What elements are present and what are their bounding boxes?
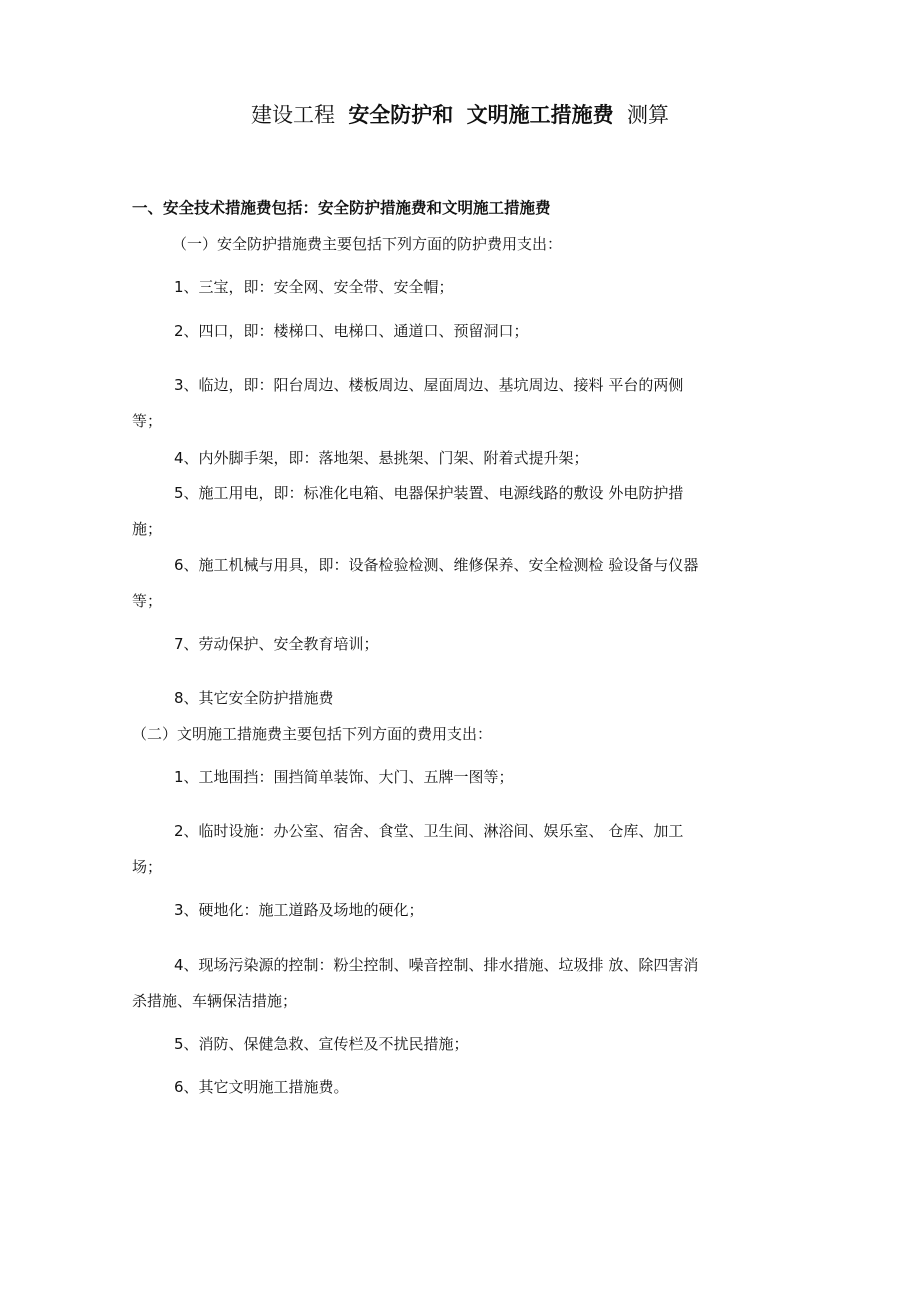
- title-part-4: 测算: [627, 103, 670, 127]
- title-part-3: 文明施工措施费: [466, 103, 614, 127]
- section-heading: 一、安全技术措施费包括：安全防护措施费和文明施工措施费: [132, 199, 551, 217]
- title-part-1: 建设工程: [250, 103, 335, 127]
- safety-item-7: 7、劳动保护、安全教育培训；: [174, 635, 379, 653]
- safety-item-8: 8、其它安全防护措施费: [174, 689, 334, 707]
- safety-item-5-line-2: 施；: [132, 520, 163, 538]
- safety-item-6-line-2: 等；: [132, 592, 163, 610]
- civilized-item-3: 3、硬地化：施工道路及场地的硬化；: [174, 901, 424, 919]
- civilized-item-1: 1、工地围挡：围挡简单装饰、大门、五牌一图等；: [174, 768, 514, 786]
- civilized-item-2-line-2: 场；: [132, 858, 163, 876]
- safety-intro: （一）安全防护措施费主要包括下列方面的防护费用支出：: [172, 235, 563, 253]
- civilized-item-6: 6、其它文明施工措施费。: [174, 1078, 349, 1096]
- safety-item-3-line-2: 等；: [132, 412, 163, 430]
- safety-item-3-line-1: 3、临边，即：阳台周边、楼板周边、屋面周边、基坑周边、接料 平台的两侧: [174, 376, 684, 394]
- title-part-2: 安全防护和: [348, 103, 454, 127]
- civilized-item-4-line-1: 4、现场污染源的控制：粉尘控制、噪音控制、排水措施、垃圾排 放、除四害消: [174, 956, 699, 974]
- safety-item-5-line-1: 5、施工用电，即：标准化电箱、电器保护装置、电源线路的敷设 外电防护措: [174, 484, 684, 502]
- safety-item-6-line-1: 6、施工机械与用具，即：设备检验检测、维修保养、安全检测检 验设备与仪器: [174, 556, 699, 574]
- civilized-intro: （二）文明施工措施费主要包括下列方面的费用支出：: [132, 725, 493, 743]
- safety-item-4: 4、内外脚手架，即：落地架、悬挑架、门架、附着式提升架；: [174, 449, 589, 467]
- civilized-item-2-line-1: 2、临时设施：办公室、宿舍、食堂、卫生间、淋浴间、娱乐室、 仓库、加工: [174, 822, 684, 840]
- safety-item-1: 1、三宝，即：安全网、安全带、安全帽；: [174, 278, 454, 296]
- safety-item-2: 2、四口，即：楼梯口、电梯口、通道口、预留洞口；: [174, 322, 529, 340]
- civilized-item-5: 5、消防、保健急救、宣传栏及不扰民措施；: [174, 1035, 469, 1053]
- civilized-item-4-line-2: 杀措施、车辆保洁措施；: [132, 992, 298, 1010]
- document-title: [0, 100, 920, 130]
